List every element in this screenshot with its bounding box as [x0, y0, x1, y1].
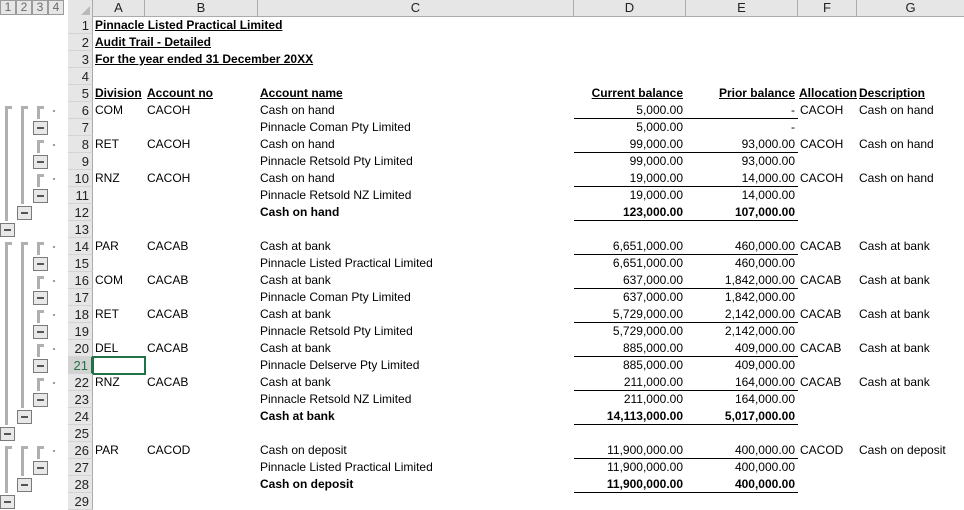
outline-detail-dot-icon [53, 314, 55, 316]
header-description[interactable]: Description [859, 86, 926, 100]
outline-level-2-bracket [21, 446, 28, 476]
allocation-cell[interactable]: CACAB [800, 341, 842, 355]
account-no-cell[interactable] [145, 357, 258, 374]
description-cell[interactable] [857, 153, 964, 170]
account-no-cell[interactable] [145, 323, 258, 340]
account-name-cell[interactable]: Cash at bank [260, 239, 331, 253]
division-cell[interactable]: COM [95, 103, 123, 117]
account-no-cell[interactable] [145, 476, 258, 493]
description-cell[interactable]: Cash at bank [859, 239, 930, 253]
collapse-group-level-3-button[interactable] [33, 155, 48, 169]
current-balance-cell[interactable]: 211,000.00 [574, 374, 686, 391]
division-cell[interactable]: DEL [95, 341, 119, 355]
description-cell[interactable]: Cash at bank [859, 307, 930, 321]
prior-balance-cell[interactable]: 409,000.00 [686, 340, 798, 357]
account-name-cell[interactable]: Pinnacle Delserve Pty Limited [260, 358, 420, 372]
description-cell[interactable]: Cash on hand [859, 103, 934, 117]
table-row [68, 204, 964, 221]
collapse-group-level-3-button[interactable] [33, 393, 48, 407]
account-name-cell[interactable]: Cash at bank [260, 341, 331, 355]
division-cell[interactable]: COM [95, 273, 123, 287]
collapse-group-level-3-button[interactable] [33, 359, 48, 373]
column-header-g[interactable]: G [905, 0, 916, 15]
outline-detail-dot-icon [53, 280, 55, 282]
row-header[interactable]: 8 [68, 136, 93, 153]
prior-balance-cell[interactable]: 1,842,000.00 [686, 272, 798, 289]
account-no-cell[interactable]: CACAB [147, 307, 189, 321]
row-header[interactable]: 25 [68, 425, 93, 442]
allocation-cell[interactable] [798, 119, 857, 136]
current-balance-cell[interactable]: 11,900,000.00 [574, 476, 686, 493]
row-header[interactable]: 28 [68, 476, 93, 493]
outline-level-1-bracket [5, 446, 12, 493]
account-no-cell[interactable] [145, 221, 258, 238]
report-title[interactable]: Pinnacle Listed Practical Limited [95, 18, 283, 32]
division-cell[interactable] [93, 425, 145, 442]
current-balance-cell[interactable]: 123,000.00 [574, 204, 686, 221]
row-header[interactable]: 20 [68, 340, 93, 357]
account-no-cell[interactable]: CACOD [147, 443, 191, 457]
prior-balance-cell[interactable]: 460,000.00 [686, 238, 798, 255]
current-balance-cell[interactable]: 99,000.00 [574, 136, 686, 153]
account-name-cell[interactable]: Cash at bank [260, 307, 331, 321]
collapse-group-level-3-button[interactable] [33, 121, 48, 135]
division-cell[interactable] [93, 204, 145, 221]
current-balance-cell[interactable] [574, 221, 686, 238]
column-header-d[interactable]: D [574, 0, 686, 16]
current-balance-cell[interactable]: 99,000.00 [629, 154, 683, 168]
account-name-cell[interactable]: Cash on deposit [260, 443, 347, 457]
allocation-cell[interactable] [798, 153, 857, 170]
column-header-e[interactable]: E [686, 0, 798, 16]
account-no-cell[interactable] [145, 255, 258, 272]
table-row [68, 340, 964, 357]
row-header[interactable]: 27 [68, 459, 93, 476]
allocation-cell[interactable]: CACOH [800, 171, 844, 185]
division-cell[interactable] [93, 221, 145, 238]
division-cell[interactable] [93, 476, 145, 493]
outline-level-3-bracket [37, 446, 44, 459]
account-no-cell[interactable] [145, 391, 258, 408]
description-cell[interactable] [857, 459, 964, 476]
current-balance-cell[interactable]: 5,000.00 [636, 120, 683, 134]
table-row [68, 476, 964, 493]
prior-balance-cell[interactable]: 164,000.00 [686, 374, 798, 391]
allocation-cell[interactable] [798, 459, 857, 476]
column-header-f[interactable]: F [798, 0, 857, 16]
table-row [68, 493, 964, 510]
row-1 [68, 17, 964, 34]
collapse-group-level-3-button[interactable] [33, 461, 48, 475]
account-name-cell[interactable] [258, 493, 574, 510]
outline-detail-dot-icon [53, 246, 55, 248]
row-header[interactable]: 26 [68, 442, 93, 459]
current-balance-cell[interactable]: 11,900,000.00 [607, 460, 683, 474]
division-cell[interactable] [93, 255, 145, 272]
outline-detail-dot-icon [53, 110, 55, 112]
allocation-cell[interactable] [798, 323, 857, 340]
row-4 [68, 68, 964, 85]
row-header[interactable]: 5 [68, 85, 93, 102]
outline-level-1-button[interactable]: 1 [0, 0, 16, 15]
account-name-cell[interactable]: Pinnacle Retsold Pty Limited [260, 324, 413, 338]
division-cell[interactable] [93, 493, 145, 510]
outline-level-4-button[interactable]: 4 [48, 0, 64, 15]
current-balance-cell[interactable]: 5,729,000.00 [574, 306, 686, 323]
prior-balance-cell[interactable]: 400,000.00 [686, 476, 798, 493]
table-row [68, 102, 964, 119]
allocation-cell[interactable] [798, 391, 857, 408]
division-cell[interactable]: RNZ [95, 375, 120, 389]
allocation-cell[interactable]: CACOD [800, 443, 844, 457]
row-header[interactable]: 12 [68, 204, 93, 221]
collapse-group-level-2-button[interactable] [17, 478, 32, 492]
table-row [68, 391, 964, 408]
prior-balance-cell[interactable]: 93,000.00 [741, 154, 795, 168]
account-name-cell[interactable]: Pinnacle Listed Practical Limited [260, 256, 433, 270]
collapse-group-level-1-button[interactable] [0, 495, 15, 509]
prior-balance-cell[interactable]: - [686, 102, 798, 119]
description-cell[interactable] [857, 391, 964, 408]
account-name-cell[interactable]: Cash at bank [260, 375, 331, 389]
table-row [68, 374, 964, 391]
header-current-balance[interactable]: Current balance [591, 86, 683, 100]
table-row [68, 272, 964, 289]
row-header[interactable]: 1 [68, 17, 93, 34]
description-cell[interactable] [857, 119, 964, 136]
current-balance-cell[interactable]: 885,000.00 [622, 358, 683, 372]
allocation-cell[interactable] [798, 221, 857, 238]
outline-detail-dot-icon [53, 144, 55, 146]
row-header[interactable]: 23 [68, 391, 93, 408]
current-balance-cell[interactable]: 885,000.00 [574, 340, 686, 357]
prior-balance-cell[interactable]: 2,142,000.00 [686, 306, 798, 323]
table-row [68, 255, 964, 272]
prior-balance-cell[interactable]: - [791, 120, 795, 134]
table-row [68, 119, 964, 136]
account-no-cell[interactable] [145, 425, 258, 442]
row-header[interactable]: 2 [68, 34, 93, 51]
description-cell[interactable] [857, 204, 964, 221]
account-no-cell[interactable] [145, 408, 258, 425]
column-headers [68, 0, 964, 17]
row-header[interactable]: 14 [68, 238, 93, 255]
header-allocation[interactable]: Allocation [799, 86, 858, 100]
account-no-cell[interactable]: CACAB [147, 239, 189, 253]
allocation-cell[interactable]: CACAB [800, 273, 842, 287]
allocation-cell[interactable] [798, 204, 857, 221]
row-2 [68, 34, 964, 51]
column-header-a[interactable]: A [93, 0, 145, 16]
prior-balance-cell[interactable]: 164,000.00 [734, 392, 795, 406]
division-cell[interactable] [93, 119, 145, 136]
description-cell[interactable] [857, 493, 964, 510]
row-header[interactable]: 13 [68, 221, 93, 238]
account-no-cell[interactable] [145, 187, 258, 204]
row-header[interactable]: 4 [68, 68, 93, 85]
description-cell[interactable]: Cash at bank [859, 341, 930, 355]
table-row [68, 425, 964, 442]
current-balance-cell[interactable]: 11,900,000.00 [574, 442, 686, 459]
collapse-group-level-3-button[interactable] [33, 257, 48, 271]
account-name-cell[interactable]: Pinnacle Retsold NZ Limited [260, 392, 412, 406]
prior-balance-cell[interactable]: 5,017,000.00 [686, 408, 798, 425]
account-name-cell[interactable] [258, 221, 574, 238]
prior-balance-cell[interactable] [686, 493, 798, 510]
column-header-b[interactable]: B [145, 0, 258, 16]
description-cell[interactable] [857, 357, 964, 374]
allocation-cell[interactable] [798, 357, 857, 374]
allocation-cell[interactable] [798, 408, 857, 425]
account-name-cell[interactable]: Cash at bank [260, 273, 331, 287]
account-name-cell[interactable]: Pinnacle Coman Pty Limited [260, 290, 411, 304]
row-header[interactable]: 6 [68, 102, 93, 119]
description-cell[interactable]: Cash on hand [859, 171, 934, 185]
account-name-cell[interactable]: Cash at bank [260, 409, 335, 423]
account-no-cell[interactable]: CACAB [147, 273, 189, 287]
division-cell[interactable] [93, 391, 145, 408]
account-no-cell[interactable]: CACAB [147, 341, 189, 355]
outline-detail-dot-icon [53, 450, 55, 452]
prior-balance-cell[interactable]: 400,000.00 [686, 442, 798, 459]
description-cell[interactable] [857, 221, 964, 238]
header-prior-balance[interactable]: Prior balance [718, 86, 795, 100]
row-header[interactable]: 16 [68, 272, 93, 289]
division-cell[interactable] [93, 357, 145, 374]
report-subtitle[interactable]: Audit Trail - Detailed [95, 35, 212, 49]
row-header[interactable]: 29 [68, 493, 93, 510]
row-header[interactable]: 18 [68, 306, 93, 323]
description-cell[interactable]: Cash on hand [859, 137, 934, 151]
description-cell[interactable] [857, 323, 964, 340]
current-balance-cell[interactable]: 211,000.00 [623, 392, 683, 406]
table-row [68, 442, 964, 459]
account-no-cell[interactable] [145, 459, 258, 476]
prior-balance-cell[interactable]: 460,000.00 [734, 256, 795, 270]
division-cell[interactable] [93, 153, 145, 170]
collapse-group-level-3-button[interactable] [33, 291, 48, 305]
collapse-group-level-3-button[interactable] [33, 325, 48, 339]
division-cell[interactable] [93, 408, 145, 425]
outline-level-3-bracket [37, 344, 44, 357]
table-row [68, 153, 964, 170]
description-cell[interactable] [857, 408, 964, 425]
prior-balance-cell[interactable]: 14,000.00 [686, 170, 798, 187]
row-header[interactable]: 7 [68, 119, 93, 136]
outline-level-3-bracket [37, 242, 44, 255]
outline-level-3-bracket [37, 174, 44, 187]
allocation-cell[interactable] [798, 493, 857, 510]
row-5-headers [68, 85, 964, 102]
outline-detail-dot-icon [53, 382, 55, 384]
division-cell[interactable]: RET [95, 307, 119, 321]
division-cell[interactable]: PAR [95, 239, 119, 253]
row-header[interactable]: 9 [68, 153, 93, 170]
account-no-cell[interactable]: CACAB [147, 375, 189, 389]
description-cell[interactable] [857, 289, 964, 306]
table-row [68, 136, 964, 153]
description-cell[interactable] [857, 187, 964, 204]
spreadsheet-grid [68, 0, 964, 510]
account-name-cell[interactable]: Cash on deposit [260, 477, 354, 491]
row-header[interactable]: 17 [68, 289, 93, 306]
outline-level-3-bracket [37, 140, 44, 153]
current-balance-cell[interactable]: 19,000.00 [629, 188, 683, 202]
outline-level-2-bracket [21, 106, 28, 204]
account-name-cell[interactable] [258, 425, 574, 442]
prior-balance-cell[interactable] [686, 425, 798, 442]
row-header[interactable]: 10 [68, 170, 93, 187]
description-cell[interactable]: Cash at bank [859, 375, 930, 389]
outline-pane [0, 0, 68, 510]
table-row [68, 221, 964, 238]
account-name-cell[interactable]: Cash on hand [260, 137, 335, 151]
outline-level-buttons [0, 0, 64, 17]
collapse-group-level-2-button[interactable] [17, 410, 32, 424]
account-no-cell[interactable] [145, 119, 258, 136]
account-name-cell[interactable]: Pinnacle Coman Pty Limited [260, 120, 411, 134]
division-cell[interactable] [93, 187, 145, 204]
account-name-cell[interactable]: Pinnacle Listed Practical Limited [260, 460, 433, 474]
column-header-c[interactable]: C [258, 0, 574, 16]
allocation-cell[interactable]: CACAB [800, 307, 842, 321]
row-header[interactable]: 15 [68, 255, 93, 272]
row-header[interactable]: 3 [68, 51, 93, 68]
account-no-cell[interactable] [145, 153, 258, 170]
outline-level-3-bracket [37, 378, 44, 391]
prior-balance-cell[interactable]: 409,000.00 [734, 358, 795, 372]
account-name-cell[interactable]: Cash on hand [260, 171, 335, 185]
outline-level-2-button[interactable]: 2 [16, 0, 32, 15]
division-cell[interactable]: RET [95, 137, 119, 151]
allocation-cell[interactable] [798, 476, 857, 493]
table-row [68, 408, 964, 425]
table-row [68, 170, 964, 187]
allocation-cell[interactable] [798, 425, 857, 442]
account-no-cell[interactable] [145, 289, 258, 306]
table-row [68, 357, 964, 374]
account-no-cell[interactable]: CACOH [147, 103, 191, 117]
account-no-cell[interactable] [145, 493, 258, 510]
prior-balance-cell[interactable]: 14,000.00 [741, 188, 795, 202]
account-name-cell[interactable]: Cash on hand [260, 205, 340, 219]
allocation-cell[interactable] [798, 289, 857, 306]
current-balance-cell[interactable]: 637,000.00 [622, 290, 683, 304]
collapse-group-level-1-button[interactable] [0, 223, 15, 237]
row-header[interactable]: 11 [68, 187, 93, 204]
description-cell[interactable]: Cash at bank [859, 273, 930, 287]
prior-balance-cell[interactable]: 2,142,000.00 [724, 324, 795, 338]
outline-level-1-bracket [5, 242, 12, 425]
current-balance-cell[interactable]: 5,729,000.00 [612, 324, 683, 338]
allocation-cell[interactable]: CACOH [800, 103, 844, 117]
account-name-cell[interactable]: Pinnacle Retsold NZ Limited [260, 188, 412, 202]
current-balance-cell[interactable]: 14,113,000.00 [574, 408, 686, 425]
row-header[interactable]: 22 [68, 374, 93, 391]
collapse-group-level-1-button[interactable] [0, 427, 15, 441]
current-balance-cell[interactable]: 6,651,000.00 [612, 256, 683, 270]
division-cell[interactable] [93, 289, 145, 306]
description-cell[interactable]: Cash on deposit [859, 443, 946, 457]
current-balance-cell[interactable]: 637,000.00 [574, 272, 686, 289]
prior-balance-cell[interactable]: 1,842,000.00 [724, 290, 795, 304]
row-header[interactable]: 19 [68, 323, 93, 340]
allocation-cell[interactable]: CACOH [800, 137, 844, 151]
division-cell[interactable]: RNZ [95, 171, 120, 185]
current-balance-cell[interactable]: 5,000.00 [574, 102, 686, 119]
header-account-no[interactable]: Account no [147, 86, 213, 100]
header-account-name[interactable]: Account name [260, 86, 343, 100]
allocation-cell[interactable] [798, 255, 857, 272]
outline-detail-dot-icon [53, 178, 55, 180]
table-row [68, 459, 964, 476]
account-name-cell[interactable]: Cash on hand [260, 103, 335, 117]
allocation-cell[interactable]: CACAB [800, 239, 842, 253]
rows [68, 17, 964, 510]
outline-detail-dot-icon [53, 348, 55, 350]
current-balance-cell[interactable]: 6,651,000.00 [574, 238, 686, 255]
table-row [68, 238, 964, 255]
description-cell[interactable] [857, 425, 964, 442]
current-balance-cell[interactable] [574, 425, 686, 442]
row-3 [68, 51, 964, 68]
prior-balance-cell[interactable]: 93,000.00 [686, 136, 798, 153]
prior-balance-cell[interactable]: 107,000.00 [686, 204, 798, 221]
account-no-cell[interactable]: CACOH [147, 171, 191, 185]
table-row [68, 187, 964, 204]
current-balance-cell[interactable]: 19,000.00 [574, 170, 686, 187]
outline-level-3-bracket [37, 310, 44, 323]
account-name-cell[interactable]: Pinnacle Retsold Pty Limited [260, 154, 413, 168]
division-cell[interactable]: PAR [95, 443, 119, 457]
division-cell[interactable] [93, 459, 145, 476]
description-cell[interactable] [857, 255, 964, 272]
outline-level-2-bracket [21, 242, 28, 408]
prior-balance-cell[interactable] [686, 221, 798, 238]
allocation-cell[interactable] [798, 187, 857, 204]
allocation-cell[interactable]: CACAB [800, 375, 842, 389]
table-row [68, 306, 964, 323]
report-period[interactable]: For the year ended 31 December 20XX [95, 52, 314, 66]
collapse-group-level-2-button[interactable] [17, 206, 32, 220]
outline-level-3-bracket [37, 276, 44, 289]
description-cell[interactable] [857, 476, 964, 493]
table-row [68, 289, 964, 306]
row-header[interactable]: 24 [68, 408, 93, 425]
outline-level-3-bracket [37, 106, 44, 119]
outline-level-3-button[interactable]: 3 [32, 0, 48, 15]
account-no-cell[interactable] [145, 204, 258, 221]
outline-level-1-bracket [5, 106, 12, 221]
current-balance-cell[interactable] [574, 493, 686, 510]
account-no-cell[interactable]: CACOH [147, 137, 191, 151]
row-header[interactable]: 21 [68, 357, 93, 374]
table-row [68, 323, 964, 340]
header-division[interactable]: Division [95, 86, 142, 100]
collapse-group-level-3-button[interactable] [33, 189, 48, 203]
select-all-button[interactable] [68, 0, 93, 17]
prior-balance-cell[interactable]: 400,000.00 [734, 460, 795, 474]
division-cell[interactable] [93, 323, 145, 340]
